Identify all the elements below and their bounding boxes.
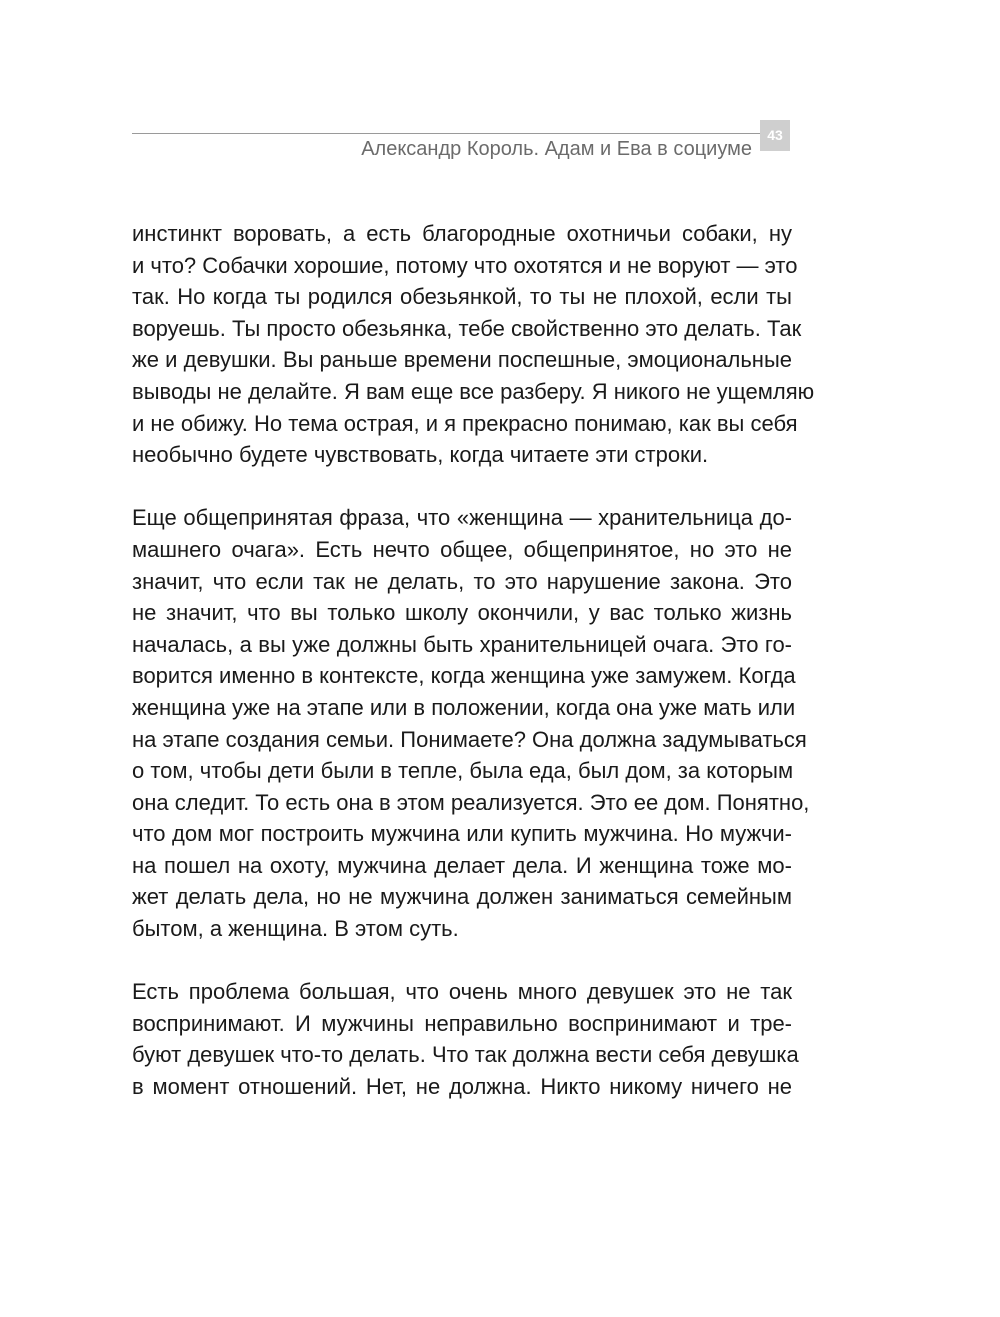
text-line: началась, а вы уже должны быть хранительницей очага. Это го- — [132, 631, 792, 657]
paragraph — [132, 218, 815, 471]
text-line: жет делать дела, но не мужчина должен заниматься семейным — [132, 884, 792, 910]
text-line: так. Но когда ты родился обезьянкой, то ты не плохой, если ты — [132, 284, 792, 310]
text-line: ворится именно в контексте, когда женщина уже замужем. Когда — [132, 663, 796, 689]
text-line: что дом мог построить мужчина или купить мужчина. Но мужчи- — [132, 821, 792, 847]
text-line: инстинкт воровать, а есть благородные охотничьи собаки, ну — [132, 221, 792, 246]
text-line: она следит. То есть она в этом реализуется. Это ее дом. Понятно, — [132, 789, 810, 815]
text-line: необычно будете чувствовать, когда читаете эти строки. — [132, 442, 709, 468]
header-rule — [132, 133, 760, 134]
text-line: машнего очага». Есть нечто общее, общепринятое, но это не — [132, 536, 792, 562]
paragraph-gap — [132, 471, 792, 503]
body-text — [132, 218, 815, 1103]
text-line: выводы не делайте. Я вам еще все разберу. Я никого не ущемляю — [132, 378, 815, 404]
text-line: же и девушки. Вы раньше времени поспешные, эмоциональные — [132, 347, 792, 373]
paragraph-gap — [132, 945, 792, 977]
text-line: на этапе создания семьи. Понимаете? Она должна задумываться — [132, 726, 807, 752]
text-line: женщина уже на этапе или в положении, когда она уже мать или — [132, 694, 796, 720]
paragraph — [132, 502, 810, 944]
paragraph — [132, 976, 799, 1102]
running-title: Александр Король. Адам и Ева в социуме — [361, 138, 752, 160]
text-line: не значит, что вы только школу окончили, у вас только жизнь — [132, 600, 792, 626]
text-line: Еще общепринятая фраза, что «женщина — хранительница до- — [132, 505, 792, 531]
text-line: в момент отношений. Нет, не должна. Никто никому ничего не — [132, 1074, 792, 1100]
text-line: на пошел на охоту, мужчина делает дела. И женщина тоже мо- — [132, 852, 792, 878]
text-line: и что? Собачки хорошие, потому что охотятся и не воруют — это — [132, 252, 798, 278]
text-line: значит, что если так не делать, то это нарушение закона. Это — [132, 568, 792, 594]
text-line: бытом, а женщина. В этом суть. — [132, 916, 459, 942]
text-line: и не обижу. Но тема острая, и я прекрасно понимаю, как вы себя — [132, 410, 798, 436]
text-line: воруешь. Ты просто обезьянка, тебе свойственно это делать. Так — [132, 315, 802, 341]
text-line: буют девушек что-то делать. Что так должна вести себя девушка — [132, 1042, 799, 1068]
text-line: о том, чтобы дети были в тепле, была еда, был дом, за которым — [132, 758, 794, 784]
text-line: воспринимают. И мужчины неправильно воспринимают и тре- — [132, 1010, 792, 1036]
page-number: 43 — [760, 120, 790, 151]
text-line: Есть проблема большая, что очень много девушек это не так — [132, 979, 792, 1005]
